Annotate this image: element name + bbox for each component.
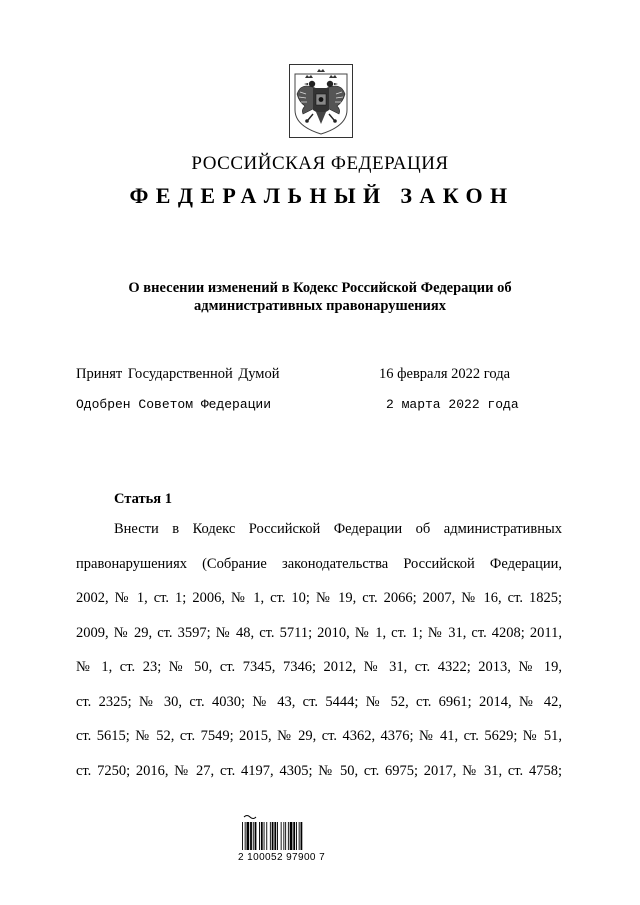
barcode-bar [296,822,297,850]
barcode-bar [259,822,260,850]
barcode-bar [281,822,282,850]
barcode-bar [266,822,267,850]
document-type: ФЕДЕРАЛЬНЫЙ ЗАКОН [129,183,515,208]
barcode-bar [272,822,274,850]
barcode-stamp-mark [244,816,256,819]
body-line: № 1, ст. 23; № 50, ст. 7345, 7346; 2012, № 31, ст. 4322; 2013, № 19, [76,659,562,675]
law-title [100,279,540,315]
coat-of-arms-icon [289,64,353,138]
barcode-bar [299,822,300,850]
body-line: ст. 7250; 2016, № 27, ст. 4197, 4305; № 50, ст. 6975; 2017, № 31, ст. 4758; [76,762,562,779]
barcode-bar [253,822,254,850]
barcode-bar [290,822,293,850]
adoption-date: 2 марта 2022 года [386,397,519,412]
body-line: 2002, № 1, ст. 1; 2006, № 1, ст. 10; № 19, ст. 2066; 2007, № 16, ст. 1825; [76,590,562,606]
barcode-bar [255,822,257,850]
barcode-bar [301,822,303,850]
article-body [76,519,562,795]
barcode-bar [270,822,271,850]
barcode-bar [261,822,263,850]
barcode-number: 2 100052 97900 7 [238,852,326,863]
country-name: РОССИЙСКАЯ ФЕДЕРАЦИЯ [191,153,449,174]
barcode-bar [242,822,243,850]
barcode-bar [288,822,289,850]
barcode-bar [285,822,286,850]
barcode-bar [250,822,252,850]
law-title-line: О внесении изменений в Кодекс Российской Федерации об [128,280,512,296]
body-line: 2009, № 29, ст. 3597; № 48, ст. 5711; 2010, № 1, ст. 1; № 31, ст. 4208; 2011, [76,624,562,641]
adoption-row-council [76,397,526,417]
barcode-bar [277,822,278,850]
adoption-row-duma [76,366,526,386]
adoption-label: Принят Государственной Думой [76,366,280,382]
barcode-bar [274,822,276,850]
barcode-bar [264,822,265,850]
barcode-bar [247,822,250,850]
article-heading: Статья 1 [114,491,172,507]
barcode-bar [245,822,246,850]
body-line: правонарушениях (Собрание законодательства Российской Федерации, [76,555,562,572]
law-title-line: административных правонарушениях [194,298,446,314]
adoption-date: 16 февраля 2022 года [379,366,511,382]
body-line: ст. 2325; № 30, ст. 4030; № 43, ст. 5444; № 52, ст. 6961; 2014, № 42, [76,693,562,710]
barcode-bar [293,822,295,850]
body-line: ст. 5615; № 52, ст. 7549; 2015, № 29, ст. 4362, 4376; № 41, ст. 5629; № 51, [76,728,562,744]
adoption-label: Одобрен Советом Федерации [76,397,272,412]
body-line: Внести в Кодекс Российской Федерации об административных [114,521,562,537]
barcode-bar [283,822,284,850]
